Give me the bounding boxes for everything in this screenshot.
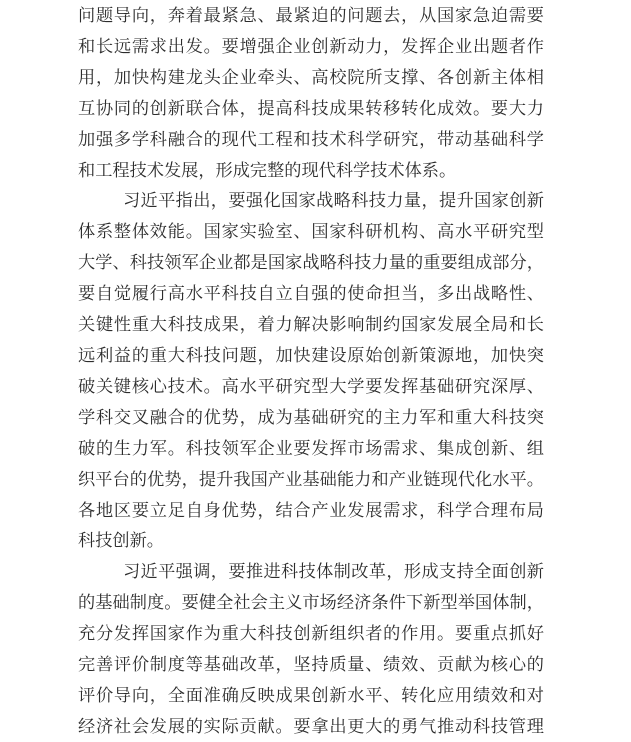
article-body <box>78 1 544 742</box>
text-line: 要自觉履行高水平科技自立自强的使命担当，多出战略性、 <box>78 284 544 304</box>
text-line: 的基础制度。要健全社会主义市场经济条件下新型举国体制， <box>78 593 544 613</box>
text-line: 评价导向，全面准确反映成果创新水平、转化应用绩效和对 <box>78 685 544 705</box>
text-line: 远利益的重大科技问题，加快建设原始创新策源地，加快突 <box>78 345 544 365</box>
text-line: 关键性重大科技成果，着力解决影响制约国家发展全局和长 <box>78 315 544 335</box>
text-line: 用，加快构建龙头企业牵头、高校院所支撑、各创新主体相 <box>78 67 544 87</box>
text-line: 互协同的创新联合体，提高科技成果转移转化成效。要大力 <box>78 98 544 118</box>
text-line: 体系整体效能。国家实验室、国家科研机构、高水平研究型 <box>78 222 544 242</box>
text-line: 习近平指出，要强化国家战略科技力量，提升国家创新 <box>123 191 544 211</box>
text-line: 大学、科技领军企业都是国家战略科技力量的重要组成部分， <box>78 253 544 273</box>
text-line: 和工程技术发展，形成完整的现代科学技术体系。 <box>78 160 457 180</box>
text-line: 科技创新。 <box>78 531 164 551</box>
text-line: 完善评价制度等基础改革，坚持质量、绩效、贡献为核心的 <box>78 655 544 675</box>
text-line: 和长远需求出发。要增强企业创新动力，发挥企业出题者作 <box>78 36 544 56</box>
text-line: 织平台的优势，提升我国产业基础能力和产业链现代化水平。 <box>78 469 544 489</box>
text-line: 加强多学科融合的现代工程和技术科学研究，带动基础科学 <box>78 129 544 149</box>
text-line: 破关键核心技术。高水平研究型大学要发挥基础研究深厚、 <box>78 376 544 396</box>
text-line: 破的生力军。科技领军企业要发挥市场需求、集成创新、组 <box>78 438 544 458</box>
text-line: 学科交叉融合的优势，成为基础研究的主力军和重大科技突 <box>78 407 544 427</box>
text-line: 问题导向，奔着最紧急、最紧迫的问题去，从国家急迫需要 <box>78 6 544 25</box>
text-line: 充分发挥国家作为重大科技创新组织者的作用。要重点抓好 <box>78 624 544 644</box>
text-line: 经济社会发展的实际贡献。要拿出更大的勇气推动科技管理 <box>78 716 544 736</box>
text-line: 习近平强调，要推进科技体制改革，形成支持全面创新 <box>123 562 544 582</box>
text-line: 各地区要立足自身优势，结合产业发展需求，科学合理布局 <box>78 500 544 520</box>
